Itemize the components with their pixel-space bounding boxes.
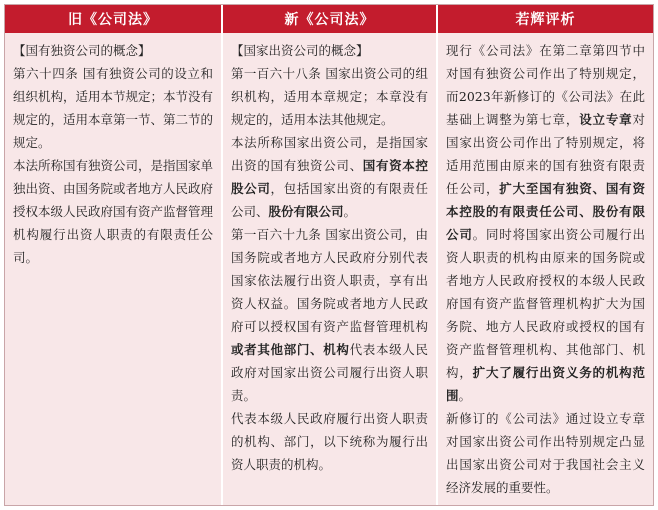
commentary-bold-f: 扩大了履行出资义务的机构范围 [446, 365, 645, 403]
new-article-169-text-a: 第一百六十九条 国家出资公司，由国务院或者地方人民政府分别代表国家依法履行出资人职责，享有出资人权益。国务院或者地方人民政府可以授权国有资产监督管理机构 [231, 227, 428, 334]
commentary-paragraph-1 [446, 39, 645, 407]
commentary-text-g: 。 [458, 388, 472, 403]
new-article-168: 第一百六十八条 国家出资公司的组织机构，适用本章规定；本章没有规定的，适用本法其他规定。 [231, 66, 428, 127]
header-new-law: 新《公司法》 [223, 5, 438, 33]
old-definition: 本法所称国有独资公司，是指国家单独出资、由国务院或者地方人民政府授权本级人民政府国有资产监督管理机构履行出资人职责的有限责任公司。 [13, 158, 214, 265]
commentary-bold-b: 设立专章 [579, 112, 633, 127]
new-definition-bold-d: 股份有限公司 [268, 204, 344, 219]
table-header-row [5, 5, 653, 33]
old-section-title: 【国有独资公司的概念】 [13, 43, 151, 58]
new-law-column [223, 33, 438, 505]
new-article-169 [231, 223, 428, 407]
new-definition [231, 131, 428, 223]
commentary-text-a: 现行《公司法》在第二章第四节中对国有独资公司作出了特别规定，而2023年新修订的《公司法》在此基础上调整为第七章， [446, 43, 645, 127]
new-article-169-note: 代表本级人民政府履行出资人职责的机构、部门，以下统称为履行出资人职责的机构。 [231, 411, 428, 472]
table-body-row [5, 33, 653, 505]
new-article-169-bold-b: 或者其他部门、机构 [231, 342, 350, 357]
new-article-169-text-c: 代表本级人民政府对国家出资公司履行出资人职责。 [231, 342, 428, 403]
new-section-title: 【国家出资公司的概念】 [231, 43, 369, 58]
old-article-64: 第六十四条 国有独资公司的设立和组织机构，适用本节规定；本节没有规定的，适用本章第一节、第二节的规定。 [13, 66, 214, 150]
header-old-law: 旧《公司法》 [5, 5, 223, 33]
new-definition-text-a: 本法所称国家出资公司，是指国家出资的国有独资公司、 [231, 135, 428, 173]
commentary-text-c: 对国家出资公司作出了特别规定，将适用范围由原来的国有独资有限责任公司， [446, 112, 645, 196]
commentary-text-e: 。同时将国家出资公司履行出资人职责的机构由原来的国务院或者地方人民政府授权的本级人民政府国有资产监督管理机构扩大为国务院、地方人民政府或授权的国有资产监督管理机构、其他部门、机构， [446, 227, 645, 380]
commentary-paragraph-2: 新修订的《公司法》通过设立专章对国家出资公司作出特别规定凸显出国家出资公司对于我国社会主义经济发展的重要性。 [446, 411, 645, 495]
commentary-column [438, 33, 653, 505]
header-commentary: 若辉评析 [438, 5, 653, 33]
new-definition-bold-a: 国有资本控股公司 [231, 158, 428, 196]
commentary-bold-d: 扩大至国有独资、国有资本控股的有限责任公司、股份有限公司 [446, 181, 645, 242]
old-law-column [5, 33, 223, 505]
new-definition-text-e: 。 [343, 204, 357, 219]
comparison-table [4, 4, 654, 506]
new-definition-text-c: ，包括国家出资的有限责任公司、 [231, 181, 428, 219]
